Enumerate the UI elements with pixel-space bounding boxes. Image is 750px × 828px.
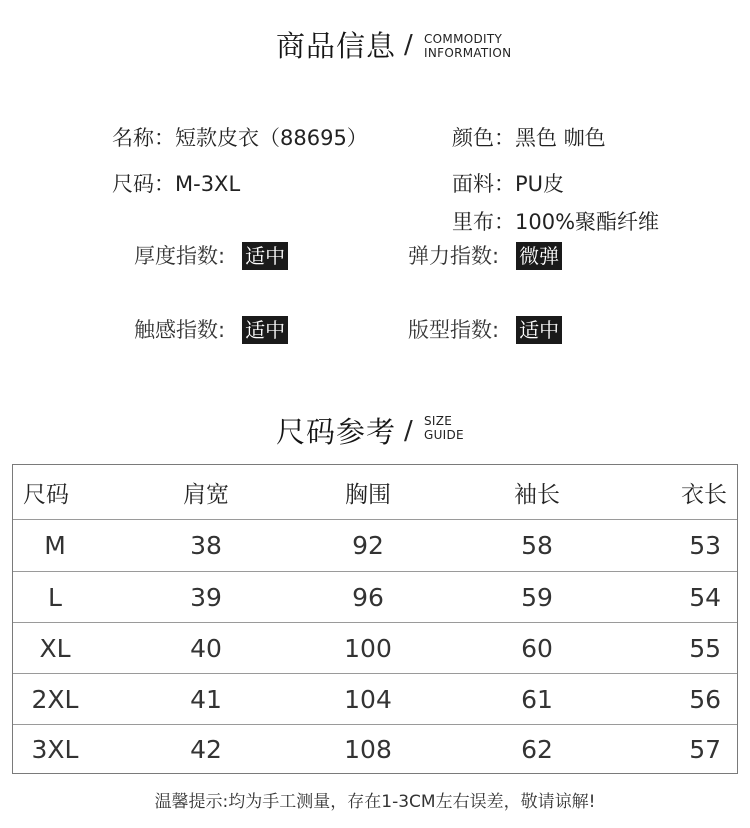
commodity-title-en	[424, 32, 511, 60]
commodity-title-en-line2: INFORMATION	[424, 46, 512, 60]
table-cell-sleeve: 59	[521, 582, 553, 612]
measurement-note: 温馨提示:均为手工测量，存在1-3CM左右误差，敬请谅解!	[154, 792, 596, 812]
table-cell-bust: 96	[352, 582, 384, 612]
info-color: 颜色：黑色 咖色	[452, 126, 606, 150]
index-fit	[408, 314, 562, 344]
table-cell-length: 54	[689, 582, 721, 612]
table-cell-shoulder: 40	[190, 633, 222, 663]
table-cell-length: 57	[689, 734, 721, 764]
index-elasticity	[408, 240, 562, 270]
table-cell-bust: 108	[344, 734, 392, 764]
table-cell-size: XL	[39, 633, 71, 663]
table-cell-length: 55	[689, 633, 721, 663]
index-elasticity-badge: 微弹	[516, 242, 562, 270]
table-cell-size: M	[44, 530, 66, 560]
table-cell-length: 56	[689, 684, 721, 714]
table-row	[13, 623, 737, 673]
table-header-length: 衣长	[681, 481, 727, 508]
commodity-title-en-line1: COMMODITY	[424, 32, 503, 46]
index-elasticity-label: 弹力指数:	[408, 244, 500, 268]
table-cell-sleeve: 60	[521, 633, 553, 663]
index-touch-badge: 适中	[242, 316, 288, 344]
info-fabric: 面料：PU皮	[452, 172, 565, 196]
table-cell-size: L	[48, 582, 62, 612]
table-cell-sleeve: 62	[521, 734, 553, 764]
table-cell-bust: 100	[344, 633, 392, 663]
index-thickness	[134, 240, 288, 270]
index-thickness-label: 厚度指数:	[134, 244, 226, 268]
commodity-title: 商品信息	[276, 29, 397, 63]
size-guide-title-en-line1: SIZE	[424, 414, 453, 428]
table-cell-size: 2XL	[31, 684, 79, 714]
table-header-size: 尺码	[23, 481, 69, 508]
table-header-row	[13, 465, 737, 519]
table-row	[13, 520, 737, 570]
table-cell-shoulder: 42	[190, 734, 222, 764]
table-cell-shoulder: 39	[190, 582, 222, 612]
info-size: 尺码：M-3XL	[112, 172, 241, 196]
size-guide-title: 尺码参考	[276, 415, 397, 449]
index-fit-badge: 适中	[516, 316, 562, 344]
info-name: 名称：短款皮衣（88695）	[112, 126, 368, 150]
table-row	[13, 572, 737, 622]
table-row	[13, 725, 737, 773]
index-touch-label: 触感指数:	[134, 318, 226, 342]
table-cell-shoulder: 38	[190, 530, 222, 560]
table-row	[13, 674, 737, 724]
table-cell-length: 53	[689, 530, 721, 560]
commodity-title-slash: /	[404, 30, 413, 60]
table-cell-bust: 104	[344, 684, 392, 714]
index-fit-label: 版型指数:	[408, 318, 500, 342]
table-cell-size: 3XL	[31, 734, 79, 764]
table-cell-shoulder: 41	[190, 684, 222, 714]
info-lining: 里布：100%聚酯纤维	[452, 210, 660, 234]
size-guide-title-en-line2: GUIDE	[424, 428, 464, 442]
table-cell-sleeve: 61	[521, 684, 553, 714]
index-thickness-badge: 适中	[242, 242, 288, 270]
table-header-bust: 胸围	[345, 481, 391, 508]
table-header-shoulder: 肩宽	[183, 481, 229, 508]
table-header-sleeve: 袖长	[514, 481, 560, 508]
table-cell-sleeve: 58	[521, 530, 553, 560]
size-table	[12, 464, 738, 774]
size-guide-title-slash: /	[404, 416, 413, 446]
table-cell-bust: 92	[352, 530, 384, 560]
index-touch	[134, 314, 288, 344]
size-guide-title-en	[424, 414, 464, 442]
